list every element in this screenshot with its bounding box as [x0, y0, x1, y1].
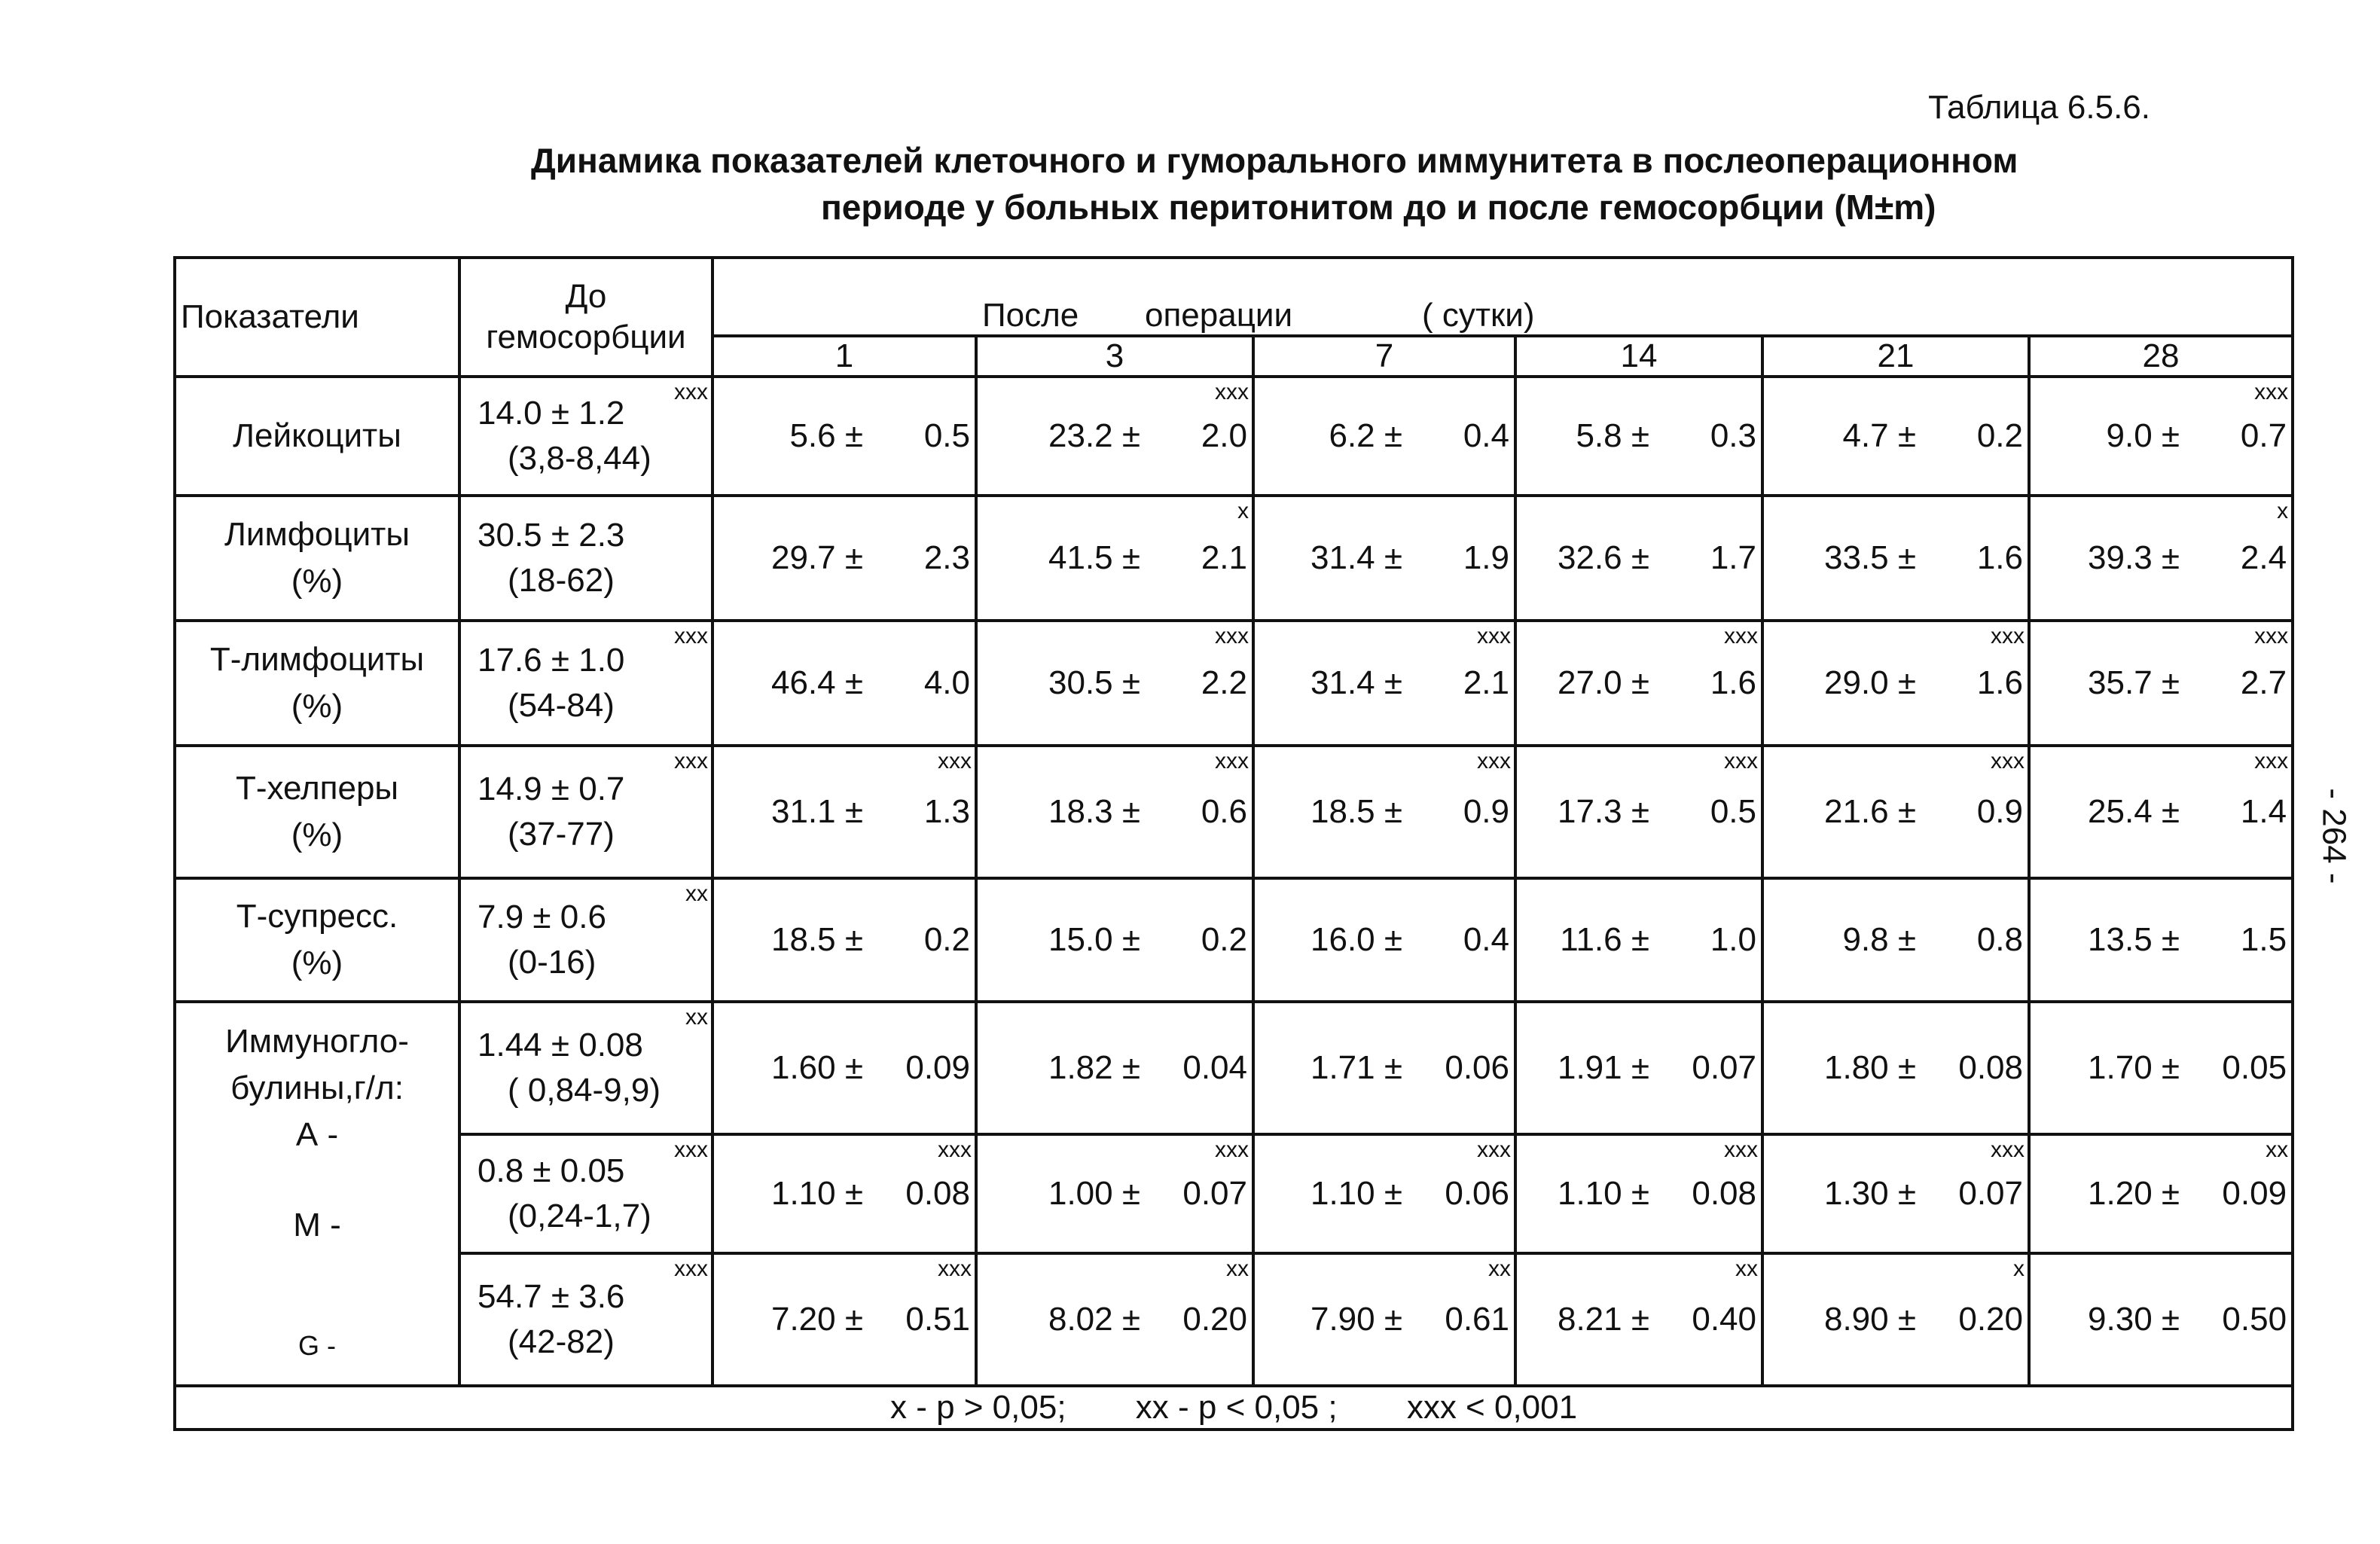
header-before-hemosorption — [459, 258, 712, 377]
before-value-cell — [459, 377, 712, 496]
before-value: 54.7 ± 3.6 — [478, 1278, 625, 1315]
error-value: 0.40 — [1692, 1301, 1756, 1338]
mean-value: 35.7 ± — [2088, 664, 2180, 701]
mean-value: 1.70 ± — [2088, 1049, 2180, 1086]
value-cell-day-28 — [2029, 746, 2293, 878]
header-after-word-3: ( сутки) — [1422, 297, 1535, 334]
value-cell-day-21 — [1762, 746, 2029, 878]
before-value: 14.9 ± 0.7 — [478, 770, 625, 807]
mean-value: 21.6 ± — [1823, 793, 1916, 830]
header-before-line-2: гемосорбции — [486, 319, 686, 355]
error-value: 0.08 — [1692, 1175, 1756, 1212]
error-value: 2.1 — [1201, 539, 1247, 576]
indicator-label: А - — [295, 1116, 339, 1153]
significance-mark: xxx — [1477, 1137, 1511, 1162]
before-range: (0-16) — [508, 944, 597, 981]
table-row — [175, 878, 2293, 1002]
before-value: 17.6 ± 1.0 — [478, 642, 625, 679]
indicator-label: Иммуногло- — [225, 1023, 409, 1060]
before-range: (3,8-8,44) — [508, 440, 651, 477]
table-body — [175, 377, 2293, 1386]
value-cell-day-3 — [976, 377, 1253, 496]
significance-mark: xxx — [938, 1256, 972, 1281]
error-value: 0.06 — [1445, 1049, 1509, 1086]
error-value: 0.09 — [905, 1049, 970, 1086]
error-value: 0.08 — [1958, 1049, 2023, 1086]
significance-mark: xxx — [1991, 624, 2025, 648]
significance-mark: xx — [1488, 1256, 1511, 1281]
value-cell-day-3 — [976, 746, 1253, 878]
mean-value: 1.91 ± — [1557, 1049, 1649, 1086]
error-value: 0.4 — [1463, 417, 1509, 454]
mean-value: 5.8 ± — [1576, 417, 1649, 454]
before-range: (18-62) — [508, 562, 615, 599]
significance-mark: xxx — [1724, 749, 1758, 774]
significance-mark: xxx — [674, 380, 708, 404]
value-cell-day-21 — [1762, 496, 2029, 621]
mean-value: 23.2 ± — [1048, 417, 1140, 454]
before-value-cell — [459, 1002, 712, 1134]
before-value-cell — [459, 1253, 712, 1386]
mean-value: 1.10 ± — [1557, 1175, 1649, 1212]
error-value: 2.3 — [923, 539, 970, 576]
before-value-cell — [459, 1134, 712, 1253]
error-value: 2.1 — [1463, 664, 1509, 701]
value-cell-day-14 — [1515, 377, 1762, 496]
error-value: 0.8 — [1976, 921, 2023, 958]
error-value: 0.07 — [1958, 1175, 2023, 1212]
value-cell-day-1 — [712, 1002, 976, 1134]
value-cell-day-14 — [1515, 1002, 1762, 1134]
value-cell-day-28 — [2029, 621, 2293, 746]
indicator-label: (%) — [291, 816, 343, 853]
significance-mark: xxx — [1215, 749, 1249, 774]
value-cell-day-28 — [2029, 1134, 2293, 1253]
indicator-label: (%) — [291, 563, 343, 600]
before-range: ( 0,84-9,9) — [508, 1072, 661, 1109]
significance-mark: x — [1237, 499, 1249, 523]
table-caption: Таблица 6.5.6. — [1928, 89, 2150, 126]
significance-mark: x — [2013, 1256, 2025, 1281]
value-cell-day-7 — [1253, 1134, 1515, 1253]
indicator-label: (%) — [291, 688, 343, 725]
significance-mark: xx — [1226, 1256, 1249, 1281]
header-after-word-1: После — [982, 297, 1079, 334]
mean-value: 41.5 ± — [1048, 539, 1140, 576]
mean-value: 18.3 ± — [1048, 793, 1140, 830]
mean-value: 39.3 ± — [2088, 539, 2180, 576]
mean-value: 8.02 ± — [1048, 1301, 1140, 1338]
mean-value: 27.0 ± — [1557, 664, 1649, 701]
error-value: 1.5 — [2240, 921, 2287, 958]
error-value: 0.08 — [905, 1175, 970, 1212]
table-row — [175, 1253, 2293, 1386]
error-value: 0.3 — [1710, 417, 1756, 454]
indicator-label: булины,г/л: — [230, 1070, 404, 1106]
significance-mark: xxx — [674, 1137, 708, 1162]
mean-value: 1.71 ± — [1310, 1049, 1402, 1086]
value-cell-day-7 — [1253, 496, 1515, 621]
before-value-cell — [459, 621, 712, 746]
value-cell-day-1 — [712, 377, 976, 496]
value-cell-day-3 — [976, 1253, 1253, 1386]
indicator-cell — [175, 1002, 459, 1386]
before-range: (0,24-1,7) — [508, 1198, 651, 1234]
page-number: - 264 - — [2315, 788, 2353, 884]
error-value: 0.7 — [2240, 417, 2287, 454]
error-value: 1.3 — [923, 793, 970, 830]
value-cell-day-21 — [1762, 621, 2029, 746]
error-value: 1.6 — [1976, 539, 2023, 576]
value-cell-day-14 — [1515, 1253, 1762, 1386]
mean-value: 1.00 ± — [1048, 1175, 1140, 1212]
error-value: 0.61 — [1445, 1301, 1509, 1338]
mean-value: 32.6 ± — [1557, 539, 1649, 576]
mean-value: 29.0 ± — [1823, 664, 1916, 701]
indicator-label: Лимфоциты — [224, 516, 410, 553]
mean-value: 4.7 ± — [1842, 417, 1916, 454]
value-cell-day-21 — [1762, 1253, 2029, 1386]
error-value: 0.07 — [1692, 1049, 1756, 1086]
indicator-cell — [175, 496, 459, 621]
mean-value: 6.2 ± — [1329, 417, 1402, 454]
day-header-14: 14 — [1515, 336, 1762, 377]
value-cell-day-7 — [1253, 1253, 1515, 1386]
value-cell-day-7 — [1253, 746, 1515, 878]
error-value: 1.4 — [2240, 793, 2287, 830]
error-value: 0.06 — [1445, 1175, 1509, 1212]
significance-mark: xxx — [1477, 749, 1511, 774]
error-value: 1.9 — [1463, 539, 1509, 576]
value-cell-day-1 — [712, 1134, 976, 1253]
significance-mark: xxx — [2254, 624, 2289, 648]
error-value: 0.2 — [1976, 417, 2023, 454]
value-cell-day-3 — [976, 1002, 1253, 1134]
table-row — [175, 1002, 2293, 1134]
table-row — [175, 746, 2293, 878]
mean-value: 9.0 ± — [2106, 417, 2180, 454]
error-value: 0.9 — [1463, 793, 1509, 830]
value-cell-day-3 — [976, 1134, 1253, 1253]
mean-value: 16.0 ± — [1310, 921, 1402, 958]
before-value: 30.5 ± 2.3 — [478, 517, 625, 554]
value-cell-day-28 — [2029, 496, 2293, 621]
value-cell-day-21 — [1762, 878, 2029, 1002]
mean-value: 7.90 ± — [1310, 1301, 1402, 1338]
significance-mark: xxx — [2254, 749, 2289, 774]
error-value: 2.2 — [1201, 664, 1247, 701]
error-value: 0.50 — [2222, 1301, 2287, 1338]
before-value: 0.8 ± 0.05 — [478, 1152, 625, 1189]
mean-value: 31.1 ± — [770, 793, 863, 830]
mean-value: 29.7 ± — [770, 539, 863, 576]
day-header-28: 28 — [2029, 336, 2293, 377]
value-cell-day-21 — [1762, 377, 2029, 496]
significance-mark: xxx — [674, 1256, 708, 1281]
significance-mark: xx — [2266, 1137, 2289, 1162]
significance-mark: xxx — [1991, 1137, 2025, 1162]
header-after-operation — [712, 258, 2293, 336]
error-value: 2.0 — [1201, 417, 1247, 454]
mean-value: 7.20 ± — [770, 1301, 863, 1338]
before-range: (42-82) — [508, 1323, 615, 1360]
indicator-cell — [175, 878, 459, 1002]
mean-value: 11.6 ± — [1560, 921, 1649, 958]
significance-mark: xxx — [1724, 1137, 1758, 1162]
indicator-cell — [175, 377, 459, 496]
legend-p-gt-005: x - p > 0,05; — [889, 1389, 1066, 1426]
error-value: 0.2 — [923, 921, 970, 958]
mean-value: 1.80 ± — [1823, 1049, 1916, 1086]
error-value: 0.09 — [2222, 1175, 2287, 1212]
table-row — [175, 1134, 2293, 1253]
before-range: (54-84) — [508, 687, 615, 724]
value-cell-day-14 — [1515, 1134, 1762, 1253]
before-value-cell — [459, 878, 712, 1002]
before-range: (37-77) — [508, 816, 615, 853]
value-cell-day-3 — [976, 621, 1253, 746]
error-value: 0.2 — [1201, 921, 1247, 958]
mean-value: 25.4 ± — [2088, 793, 2180, 830]
value-cell-day-28 — [2029, 1002, 2293, 1134]
significance-mark: x — [2277, 499, 2289, 523]
value-cell-day-7 — [1253, 878, 1515, 1002]
before-value-cell — [459, 746, 712, 878]
value-cell-day-7 — [1253, 377, 1515, 496]
value-cell-day-3 — [976, 878, 1253, 1002]
header-after-word-2: операции — [1145, 297, 1293, 334]
before-value-cell — [459, 496, 712, 621]
value-cell-day-14 — [1515, 878, 1762, 1002]
significance-mark: xxx — [938, 1137, 972, 1162]
significance-mark: xxx — [674, 749, 708, 774]
value-cell-day-21 — [1762, 1002, 2029, 1134]
value-cell-day-14 — [1515, 496, 1762, 621]
immunity-table — [173, 256, 2294, 1431]
mean-value: 8.21 ± — [1557, 1301, 1649, 1338]
error-value: 2.7 — [2240, 664, 2287, 701]
significance-mark: xx — [685, 881, 708, 906]
mean-value: 1.30 ± — [1823, 1175, 1916, 1212]
mean-value: 1.60 ± — [770, 1049, 863, 1086]
mean-value: 31.4 ± — [1310, 539, 1402, 576]
significance-mark: xx — [685, 1005, 708, 1030]
table-row — [175, 377, 2293, 496]
value-cell-day-28 — [2029, 878, 2293, 1002]
value-cell-day-1 — [712, 621, 976, 746]
mean-value: 5.6 ± — [789, 417, 863, 454]
error-value: 0.4 — [1463, 921, 1509, 958]
table-row — [175, 496, 2293, 621]
header-indicators: Показатели — [175, 258, 459, 377]
value-cell-day-21 — [1762, 1134, 2029, 1253]
error-value: 0.51 — [905, 1301, 970, 1338]
mean-value: 1.10 ± — [1310, 1175, 1402, 1212]
day-header-7: 7 — [1253, 336, 1515, 377]
significance-mark: xxx — [1477, 624, 1511, 648]
error-value: 0.04 — [1182, 1049, 1247, 1086]
significance-mark: xxx — [1215, 624, 1249, 648]
error-value: 0.5 — [923, 417, 970, 454]
indicator-cell — [175, 746, 459, 878]
mean-value: 9.30 ± — [2088, 1301, 2180, 1338]
mean-value: 1.10 ± — [770, 1175, 863, 1212]
header-before-line-1: До — [565, 278, 607, 315]
value-cell-day-7 — [1253, 621, 1515, 746]
error-value: 0.07 — [1182, 1175, 1247, 1212]
indicator-label: (%) — [291, 944, 343, 981]
indicator-label: Лейкоциты — [233, 417, 401, 454]
mean-value: 18.5 ± — [1310, 793, 1402, 830]
day-header-1: 1 — [712, 336, 976, 377]
mean-value: 30.5 ± — [1048, 664, 1140, 701]
value-cell-day-28 — [2029, 1253, 2293, 1386]
error-value: 0.20 — [1958, 1301, 2023, 1338]
title-line-2: периоде у больных перитонитом до и после гемосорбции (M±m) — [821, 188, 1936, 227]
error-value: 0.5 — [1710, 793, 1756, 830]
error-value: 1.7 — [1710, 539, 1756, 576]
day-header-21: 21 — [1762, 336, 2029, 377]
error-value: 4.0 — [923, 664, 970, 701]
indicator-label: Т-супресс. — [236, 898, 398, 935]
indicator-label: G - — [298, 1330, 336, 1361]
table-title — [531, 137, 2018, 230]
significance-mark: xxx — [1215, 1137, 1249, 1162]
error-value: 0.20 — [1182, 1301, 1247, 1338]
value-cell-day-7 — [1253, 1002, 1515, 1134]
value-cell-day-1 — [712, 1253, 976, 1386]
mean-value: 13.5 ± — [2088, 921, 2180, 958]
significance-legend — [175, 1386, 2293, 1430]
value-cell-day-1 — [712, 496, 976, 621]
mean-value: 9.8 ± — [1842, 921, 1916, 958]
error-value: 2.4 — [2240, 539, 2287, 576]
error-value: 1.6 — [1976, 664, 2023, 701]
mean-value: 8.90 ± — [1823, 1301, 1916, 1338]
mean-value: 15.0 ± — [1048, 921, 1140, 958]
error-value: 0.9 — [1976, 793, 2023, 830]
before-value: 1.44 ± 0.08 — [478, 1027, 643, 1063]
mean-value: 18.5 ± — [770, 921, 863, 958]
value-cell-day-28 — [2029, 377, 2293, 496]
mean-value: 1.82 ± — [1048, 1049, 1140, 1086]
error-value: 0.05 — [2222, 1049, 2287, 1086]
error-value: 1.6 — [1710, 664, 1756, 701]
significance-mark: xx — [1735, 1256, 1758, 1281]
error-value: 1.0 — [1710, 921, 1756, 958]
significance-mark: xxx — [1215, 380, 1249, 404]
indicator-label: Т-хелперы — [235, 770, 399, 807]
title-line-1: Динамика показателей клеточного и гуморального иммунитета в послеоперационном — [531, 141, 2018, 180]
mean-value: 31.4 ± — [1310, 664, 1402, 701]
value-cell-day-14 — [1515, 746, 1762, 878]
indicator-cell — [175, 621, 459, 746]
table-row — [175, 621, 2293, 746]
significance-mark: xxx — [938, 749, 972, 774]
value-cell-day-1 — [712, 746, 976, 878]
significance-mark: xxx — [2254, 380, 2289, 404]
legend-p-lt-0001: xxx < 0,001 — [1406, 1389, 1578, 1426]
indicator-label: М - — [293, 1207, 341, 1243]
mean-value: 17.3 ± — [1557, 793, 1649, 830]
day-header-3: 3 — [976, 336, 1253, 377]
error-value: 0.6 — [1201, 793, 1247, 830]
mean-value: 33.5 ± — [1823, 539, 1916, 576]
mean-value: 46.4 ± — [770, 664, 863, 701]
indicator-label: Т-лимфоциты — [209, 641, 425, 678]
significance-mark: xxx — [1991, 749, 2025, 774]
value-cell-day-1 — [712, 878, 976, 1002]
significance-mark: xxx — [674, 624, 708, 648]
before-value: 14.0 ± 1.2 — [478, 395, 625, 432]
before-value: 7.9 ± 0.6 — [478, 899, 606, 935]
legend-p-lt-005: xx - p < 0,05 ; — [1135, 1389, 1338, 1426]
value-cell-day-14 — [1515, 621, 1762, 746]
significance-mark: xxx — [1724, 624, 1758, 648]
mean-value: 1.20 ± — [2088, 1175, 2180, 1212]
value-cell-day-3 — [976, 496, 1253, 621]
